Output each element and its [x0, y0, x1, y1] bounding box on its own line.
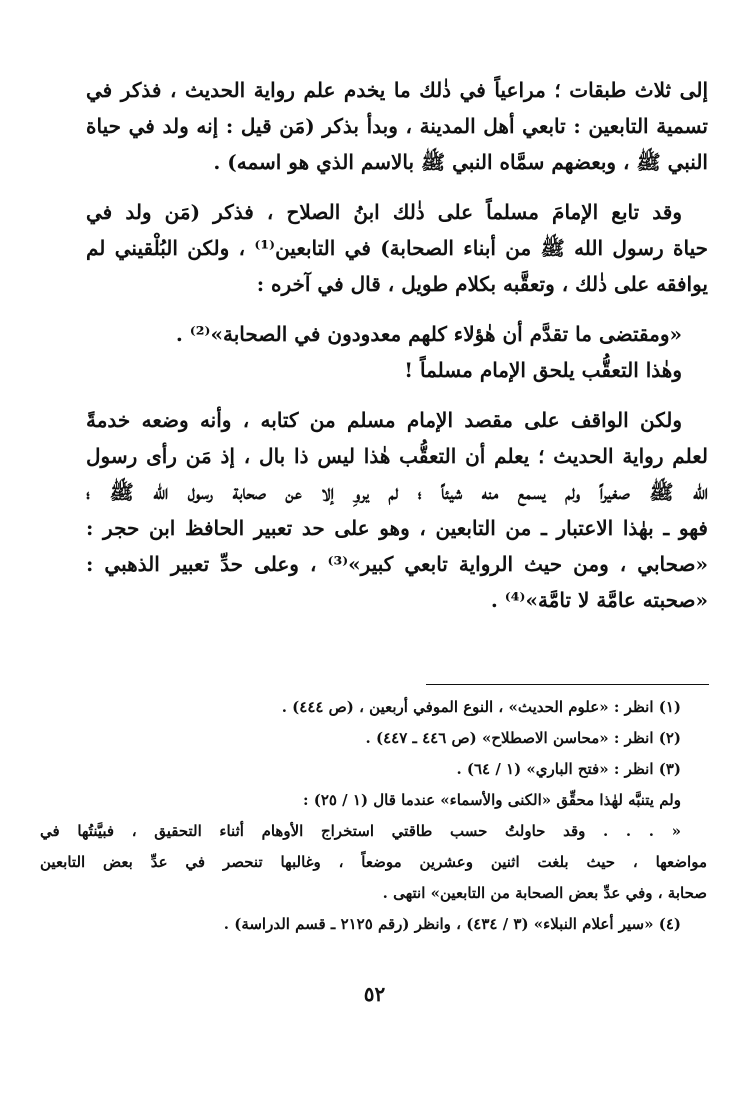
footnote-3-quote-line: صحابة ، وفي عدِّ بعض الصحابة من التابعين» انتهى . [382, 884, 707, 902]
page-number: ٥٢ [363, 982, 386, 1006]
footnote-1: (١) انظر : «علوم الحديث» ، النوع الموفي أربعين ، (ص ٤٤٤) . [281, 698, 681, 716]
text-line: وقد تابع الإمامَ مسلماً على ذٰلك ابنُ الصلاح ، فذكر (مَن ولد في [86, 200, 682, 224]
text-line: «صحبته عامَّة لا تامَّة»⁽⁴⁾ . [490, 588, 708, 612]
footnote-3: (٣) انظر : «فتح الباري» (١ / ٦٤) . [456, 760, 681, 778]
text-line: النبي ﷺ ، وبعضهم سمَّاه النبي ﷺ بالاسم الذي هو اسمه) . [213, 150, 708, 174]
footnote-3-continuation: ولم يتنبَّه لهٰذا محقِّق «الكنى والأسماء» عندما قال (١ / ٢٥) : [302, 791, 681, 809]
quote-line: «ومقتضى ما تقدَّم أن هٰؤلاء كلهم معدودون في الصحابة»⁽²⁾ . [175, 322, 682, 346]
paragraph-4 [86, 402, 708, 618]
text-line: الله ﷺ صغيراً ولم يسمع منه شيئاً ؛ لم يروِ إلا عن صحابة رسول الله ﷺ ؛ [86, 480, 708, 504]
text-line: تسمية التابعين : تابعي أهل المدينة ، وبدأ بذكر (مَن قيل : إنه ولد في حياة [86, 114, 708, 138]
text-line: يوافقه على ذٰلك ، وتعقَّبه بكلام طويل ، قال في آخره : [256, 272, 708, 296]
text-line: وهٰذا التعقُّب يلحق الإمام مسلماً ! [404, 358, 682, 382]
footnote-3-quote-line: مواضعها ، حيث بلغت اثنين وعشرين موضعاً ، وغالبها تنحصر في عدِّ بعض التابعين [40, 853, 707, 871]
text-line: حياة رسول الله ﷺ من أبناء الصحابة) في التابعين⁽¹⁾ ، ولكن البُلْقيني لم [86, 236, 708, 260]
text-line: «صحابي ، ومن حيث الرواية تابعي كبير»⁽³⁾ ، وعلى حدِّ تعبير الذهبي : [86, 552, 708, 576]
paragraph-1 [86, 72, 708, 180]
footnotes [40, 692, 707, 940]
footnote-2: (٢) انظر : «محاسن الاصطلاح» (ص ٤٤٦ ـ ٤٤٧) . [365, 729, 681, 747]
text-line: إلى ثلاث طبقات ؛ مراعياً في ذٰلك ما يخدم علم رواية الحديث ، فذكر في [86, 78, 708, 102]
paragraph-3 [86, 316, 708, 388]
text-line: لعلم رواية الحديث ؛ يعلم أن التعقُّب هٰذا ليس ذا بال ، إذ مَن رأى رسول [86, 444, 708, 468]
text-line: فهو ـ بهٰذا الاعتبار ـ من التابعين ، وهو على حد تعبير الحافظ ابن حجر : [86, 516, 708, 540]
main-text [86, 72, 708, 632]
text-line: ولكن الواقف على مقصد الإمام مسلم من كتابه ، وأنه وضعه خدمةً [86, 408, 682, 432]
footnote-3-quote-line: « . . . وقد حاولتُ حسب طاقتي استخراج الأوهام أثناء التحقيق ، فبيَّنتُها في [40, 822, 681, 840]
paragraph-2 [86, 194, 708, 302]
footnote-4: (٤) «سير أعلام النبلاء» (٣ / ٤٣٤) ، وانظر (رقم ٢١٢٥ ـ قسم الدراسة) . [223, 915, 681, 933]
footnote-separator [426, 684, 709, 685]
